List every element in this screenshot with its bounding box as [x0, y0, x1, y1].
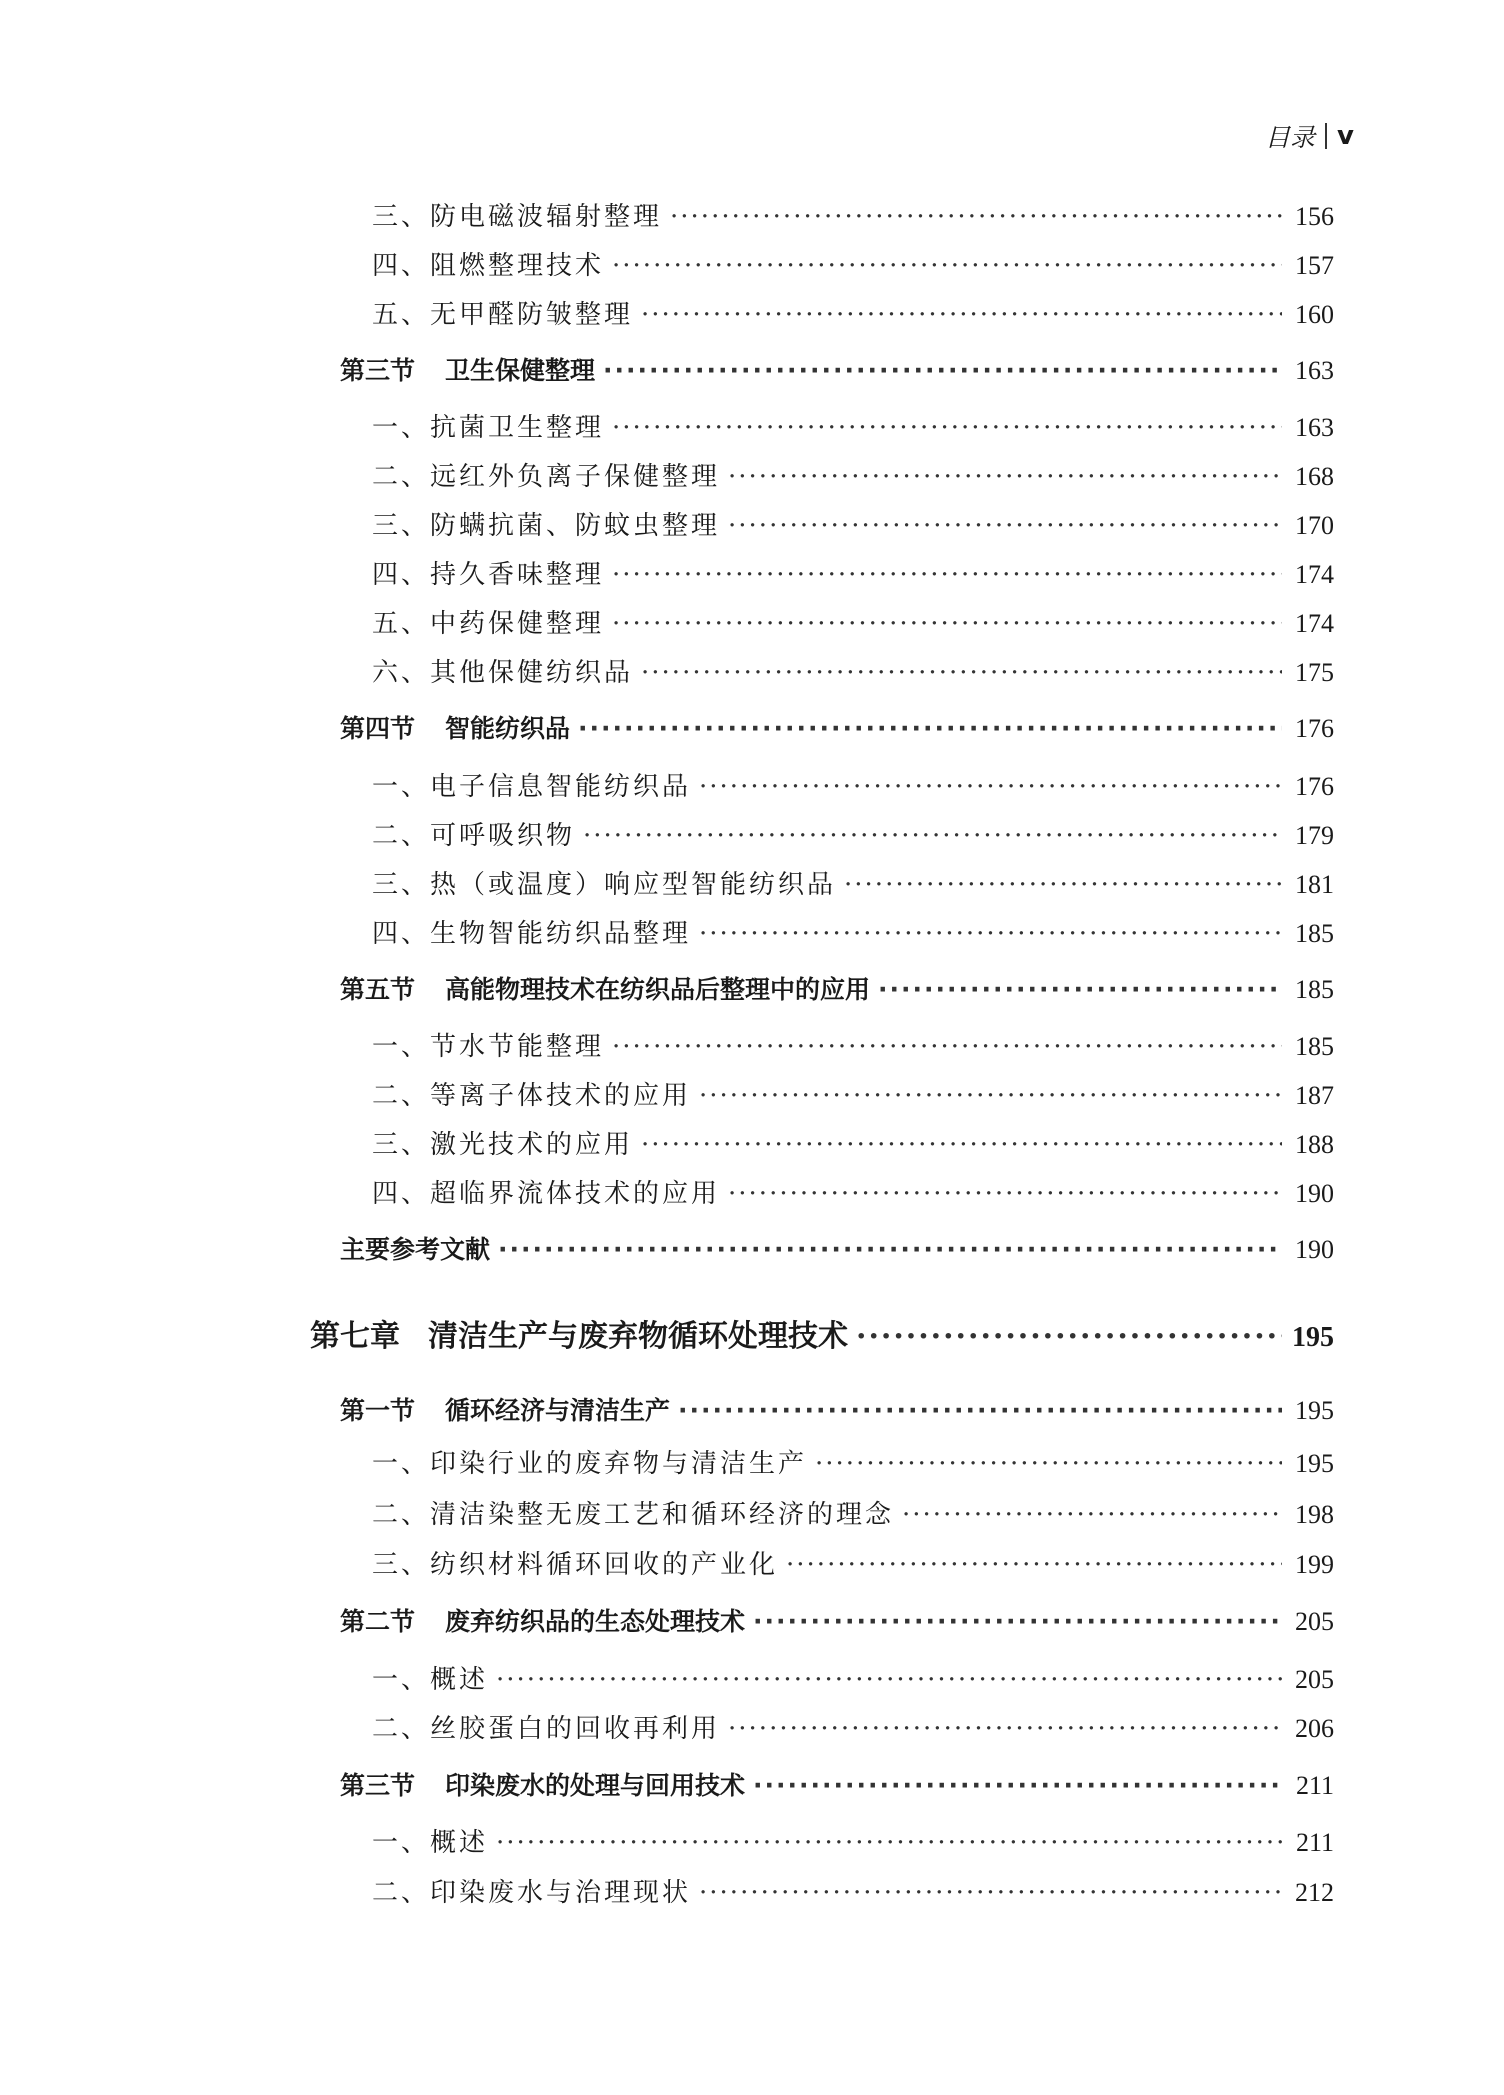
toc-section-entry[interactable] [340, 1230, 1334, 1266]
toc-entry-title [372, 913, 691, 950]
toc-entry-title [372, 1659, 488, 1696]
page-number: 205 [1295, 1665, 1334, 1694]
dot-leader [699, 1081, 1282, 1111]
dot-leader [728, 1714, 1282, 1744]
running-head [1265, 118, 1354, 154]
page-number: 212 [1295, 1878, 1334, 1907]
page-number: 176 [1295, 714, 1334, 743]
entry-label: 三、纺织材料循环回收的产业化 [372, 1550, 779, 1580]
entry-label: 二、可呼吸织物 [372, 821, 576, 851]
dot-leader [578, 714, 1282, 743]
page-number: 190 [1295, 1179, 1334, 1208]
toc-item-entry[interactable] [372, 294, 1334, 331]
toc-entry-title [340, 1602, 745, 1638]
running-head-divider [1325, 123, 1327, 149]
entry-label: 高能物理技术在纺织品后整理中的应用 [445, 975, 871, 1004]
entry-label: 三、防螨抗菌、防蚊虫整理 [372, 511, 721, 541]
toc-item-entry[interactable] [372, 1544, 1334, 1581]
dot-leader [670, 202, 1282, 232]
toc-entry-title [372, 652, 633, 689]
toc-entry-title [372, 294, 633, 331]
toc-item-entry[interactable] [372, 1822, 1334, 1859]
entry-label: 三、热（或温度）响应型智能纺织品 [372, 870, 837, 900]
toc-entry-title [372, 554, 604, 591]
toc-section-entry[interactable] [340, 1766, 1334, 1802]
toc-item-entry[interactable] [372, 603, 1334, 640]
dot-leader [678, 1396, 1282, 1425]
toc-item-entry[interactable] [372, 652, 1334, 689]
page-number: 187 [1295, 1081, 1334, 1110]
entry-label: 一、节水节能整理 [372, 1032, 605, 1062]
entry-label: 卫生保健整理 [445, 356, 596, 385]
dot-leader [728, 462, 1282, 492]
dot-leader [815, 1449, 1282, 1479]
toc-section-entry[interactable] [340, 1602, 1334, 1638]
toc-entry-title [372, 1544, 778, 1581]
entry-label: 智能纺织品 [445, 714, 571, 743]
page-number: 206 [1295, 1714, 1334, 1743]
section-number: 第三节 [340, 1771, 416, 1800]
toc-entry-title [372, 1822, 488, 1859]
section-number: 第三节 [340, 356, 416, 385]
section-number: 第二节 [340, 1607, 416, 1636]
toc-entry-title [340, 970, 870, 1006]
toc-item-entry[interactable] [372, 1443, 1334, 1480]
page-number: 170 [1295, 511, 1334, 540]
entry-label: 二、清洁染整无废工艺和循环经济的理念 [372, 1500, 895, 1530]
toc-entry-title [372, 1708, 720, 1745]
chapter-number: 第七章 [310, 1319, 400, 1354]
dot-leader [699, 1878, 1282, 1908]
toc-entry-title [372, 1872, 691, 1909]
page-number: 195 [1292, 1322, 1334, 1353]
toc-item-entry[interactable] [372, 815, 1334, 852]
toc-item-entry[interactable] [372, 456, 1334, 493]
entry-label: 五、中药保健整理 [372, 609, 605, 639]
entry-label: 废弃纺织品的生态处理技术 [445, 1607, 746, 1636]
dot-leader [728, 1179, 1282, 1209]
dot-leader [641, 658, 1282, 688]
toc-item-entry[interactable] [372, 554, 1334, 591]
entry-label: 二、等离子体技术的应用 [372, 1081, 692, 1111]
page-number: 174 [1295, 609, 1334, 638]
dot-leader [902, 1500, 1282, 1530]
page-number: 195 [1295, 1396, 1334, 1425]
dot-leader [641, 1130, 1282, 1160]
toc-entry-title [372, 196, 662, 233]
toc-section-entry[interactable] [340, 970, 1334, 1006]
page-number: 185 [1295, 919, 1334, 948]
dot-leader [844, 870, 1282, 900]
dot-leader [856, 1319, 1282, 1354]
dot-leader [786, 1550, 1282, 1580]
toc-entry-title [372, 766, 691, 803]
toc-entry-title [340, 709, 570, 745]
toc-item-entry[interactable] [372, 1124, 1334, 1161]
toc-item-entry[interactable] [372, 196, 1334, 233]
page-number: 175 [1295, 658, 1334, 687]
page-number: 163 [1295, 413, 1334, 442]
page-number: 160 [1295, 300, 1334, 329]
dot-leader [612, 1032, 1282, 1062]
toc-entry-title [340, 351, 595, 387]
page-number: 176 [1295, 772, 1334, 801]
toc-entry-title [310, 1311, 848, 1355]
entry-label: 一、电子信息智能纺织品 [372, 772, 692, 802]
dot-leader [612, 251, 1282, 281]
page-number: 211 [1295, 1771, 1334, 1800]
entry-label: 四、超临界流体技术的应用 [372, 1179, 721, 1209]
page-number: 179 [1295, 821, 1334, 850]
entry-label: 四、生物智能纺织品整理 [372, 919, 692, 949]
toc-section-entry[interactable] [340, 351, 1334, 387]
page-number: 185 [1295, 1032, 1334, 1061]
dot-leader [496, 1665, 1282, 1695]
page-number: 163 [1295, 356, 1334, 385]
page-number: 211 [1295, 1828, 1334, 1857]
toc-item-entry[interactable] [372, 766, 1334, 803]
page-number: 174 [1295, 560, 1334, 589]
page-number: 205 [1295, 1607, 1334, 1636]
toc-entry-title [340, 1391, 670, 1427]
dot-leader [699, 919, 1282, 949]
entry-label: 主要参考文献 [340, 1235, 491, 1264]
entry-label: 四、阻燃整理技术 [372, 251, 605, 281]
toc-item-entry[interactable] [372, 1026, 1334, 1063]
toc-item-entry[interactable] [372, 913, 1334, 950]
toc-item-entry[interactable] [372, 407, 1334, 444]
toc-entry-title [372, 1173, 720, 1210]
page-number: 195 [1295, 1449, 1334, 1478]
page-number: 198 [1295, 1500, 1334, 1529]
toc-item-entry[interactable] [372, 1075, 1334, 1112]
dot-leader [583, 821, 1282, 851]
entry-label: 六、其他保健纺织品 [372, 658, 634, 688]
page-number: 190 [1295, 1235, 1334, 1264]
running-head-page-number: v [1337, 121, 1354, 151]
dot-leader [728, 511, 1282, 541]
toc-section-entry[interactable] [340, 1391, 1334, 1427]
page-number: 156 [1295, 202, 1334, 231]
toc-entry-title [372, 1026, 604, 1063]
toc-item-entry[interactable] [372, 505, 1334, 542]
dot-leader [603, 356, 1282, 385]
dot-leader [753, 1607, 1282, 1636]
dot-leader [612, 609, 1282, 639]
page-number: 157 [1295, 251, 1334, 280]
dot-leader [612, 413, 1282, 443]
toc-entry-title [372, 245, 604, 282]
entry-label: 循环经济与清洁生产 [445, 1396, 671, 1425]
toc-entry-title [372, 864, 836, 901]
toc-chapter-entry[interactable] [310, 1311, 1334, 1355]
toc-section-entry[interactable] [340, 709, 1334, 745]
entry-label: 一、印染行业的废弃物与清洁生产 [372, 1449, 808, 1479]
entry-label: 一、抗菌卫生整理 [372, 413, 605, 443]
toc-entry-title [372, 1075, 691, 1112]
dot-leader [641, 300, 1282, 330]
entry-label: 二、远红外负离子保健整理 [372, 462, 721, 492]
entry-label: 五、无甲醛防皱整理 [372, 300, 634, 330]
toc-item-entry[interactable] [372, 1872, 1334, 1909]
page-number: 199 [1295, 1550, 1334, 1579]
page-number: 168 [1295, 462, 1334, 491]
dot-leader [498, 1235, 1282, 1264]
entry-label: 一、概述 [372, 1828, 489, 1858]
toc-item-entry[interactable] [372, 1659, 1334, 1696]
toc-item-entry[interactable] [372, 1173, 1334, 1210]
toc-entry-title [372, 456, 720, 493]
toc-item-entry[interactable] [372, 1494, 1334, 1531]
entry-label: 二、丝胶蛋白的回收再利用 [372, 1714, 721, 1744]
entry-label: 三、防电磁波辐射整理 [372, 202, 663, 232]
section-number: 第四节 [340, 714, 416, 743]
page-number: 181 [1295, 870, 1334, 899]
dot-leader [878, 975, 1282, 1004]
page-number: 188 [1295, 1130, 1334, 1159]
entry-label: 一、概述 [372, 1665, 489, 1695]
dot-leader [753, 1771, 1282, 1800]
toc-item-entry[interactable] [372, 1708, 1334, 1745]
running-head-title: 目录 [1265, 123, 1316, 152]
entry-label: 印染废水的处理与回用技术 [445, 1771, 746, 1800]
toc-entry-title [372, 1494, 894, 1531]
page-number: 185 [1295, 975, 1334, 1004]
entry-label: 四、持久香味整理 [372, 560, 605, 590]
dot-leader [612, 560, 1282, 590]
dot-leader [699, 772, 1282, 802]
entry-label: 三、激光技术的应用 [372, 1130, 634, 1160]
toc-entry-title [340, 1230, 490, 1266]
toc-entry-title [372, 505, 720, 542]
toc-entry-title [372, 603, 604, 640]
toc-entry-title [340, 1766, 745, 1802]
toc-item-entry[interactable] [372, 864, 1334, 901]
toc-item-entry[interactable] [372, 245, 1334, 282]
dot-leader [496, 1828, 1282, 1858]
section-number: 第一节 [340, 1396, 416, 1425]
toc-entry-title [372, 1124, 633, 1161]
toc-entry-title [372, 1443, 807, 1480]
entry-label: 清洁生产与废弃物循环处理技术 [428, 1319, 848, 1354]
toc-entry-title [372, 815, 575, 852]
section-number: 第五节 [340, 975, 416, 1004]
entry-label: 二、印染废水与治理现状 [372, 1878, 692, 1908]
toc-entry-title [372, 407, 604, 444]
